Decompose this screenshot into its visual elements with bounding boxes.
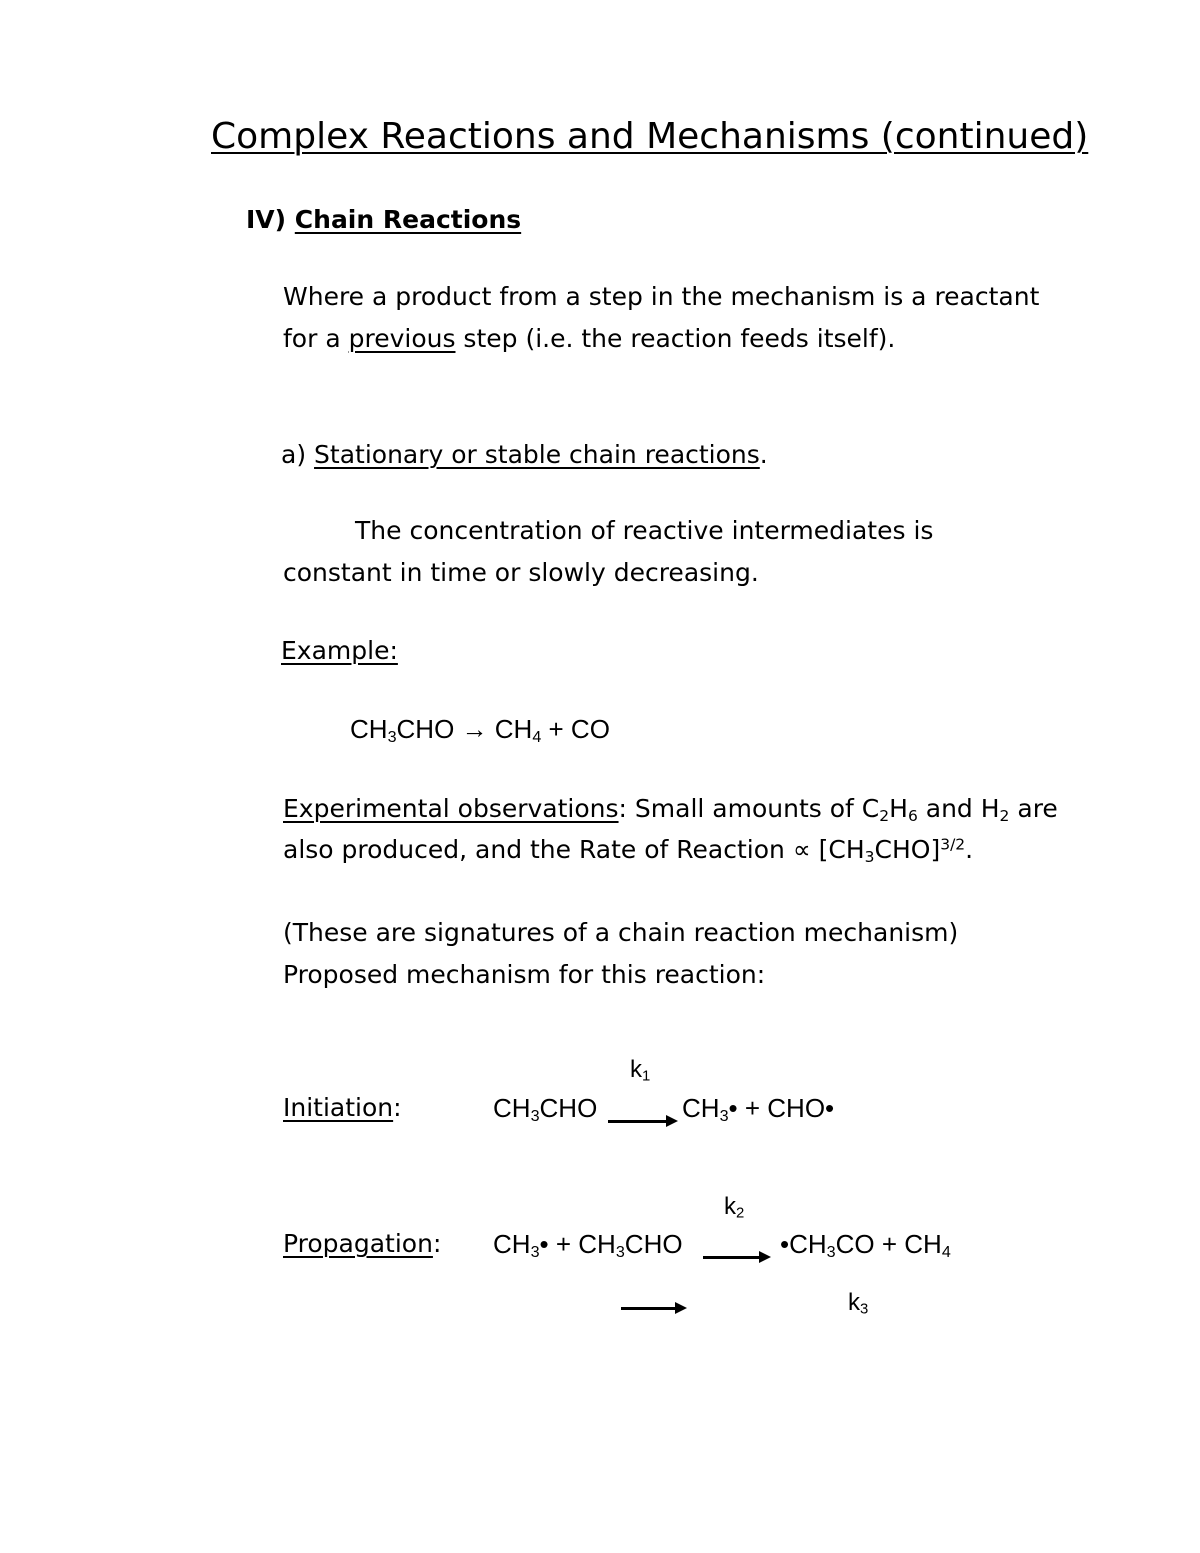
prop-rhs-sub2: 4 xyxy=(941,1243,951,1262)
example-label: Example: xyxy=(281,636,398,665)
product-sub: 4 xyxy=(532,728,542,747)
subsection-title: Stationary or stable chain reactions xyxy=(314,440,760,469)
section-title: Chain Reactions xyxy=(294,205,522,234)
propagation-reactants xyxy=(493,1229,683,1262)
observations-text-c: and H xyxy=(917,794,1000,823)
init-lhs-sub: 3 xyxy=(530,1107,540,1126)
init-rhs-sub: 3 xyxy=(719,1107,729,1126)
subsection-period: . xyxy=(759,440,768,469)
observations-line-2 xyxy=(283,835,973,865)
propagation-label-text: Propagation xyxy=(283,1229,433,1258)
description-line-1: The concentration of reactive intermediates is xyxy=(355,516,934,545)
prop-lhs-a: CH xyxy=(493,1229,531,1259)
initiation-rate-constant xyxy=(630,1056,650,1084)
description-line-2: constant in time or slowly decreasing. xyxy=(283,558,759,587)
observations-text-d: are xyxy=(1009,794,1058,823)
observations-text-b: H xyxy=(889,794,908,823)
reaction-arrow: → xyxy=(454,714,495,744)
reactant-sub: 3 xyxy=(387,728,397,747)
overall-reaction xyxy=(350,714,610,747)
propagation-arrow-line xyxy=(703,1256,761,1259)
k-letter: k xyxy=(848,1289,860,1316)
proposed-mechanism: Proposed mechanism for this reaction: xyxy=(283,960,766,989)
exponent: 3/2 xyxy=(940,835,966,854)
prop-lhs-c: CHO xyxy=(624,1229,683,1259)
k-letter: k xyxy=(724,1193,736,1220)
step3-arrow-line xyxy=(621,1307,677,1310)
k-sub: 1 xyxy=(642,1068,651,1085)
observations-text-f: CHO] xyxy=(874,835,941,864)
sub-h6: 6 xyxy=(907,806,918,825)
step3-arrow-head xyxy=(675,1302,687,1314)
k-sub: 3 xyxy=(860,1301,869,1318)
subsection-a-heading xyxy=(281,440,768,470)
product-co: + CO xyxy=(541,714,610,744)
definition-text: for a xyxy=(283,324,349,353)
initiation-product xyxy=(682,1093,835,1126)
prop-lhs-sub1: 3 xyxy=(530,1243,540,1262)
initiation-colon: : xyxy=(393,1093,402,1122)
definition-emphasis: previous xyxy=(348,324,456,353)
page-title: Complex Reactions and Mechanisms (continued) xyxy=(211,116,1089,157)
observations-colon: : xyxy=(618,794,627,823)
observations-text-e: also produced, and the Rate of Reaction ∝ [CH xyxy=(283,835,865,864)
observations-label: Experimental observations xyxy=(283,794,619,823)
observations-text-a: Small amounts of C xyxy=(626,794,880,823)
subsection-label: a) xyxy=(281,440,315,469)
init-rhs-a: CH xyxy=(682,1093,720,1123)
init-rhs-b: • + CHO• xyxy=(728,1093,835,1123)
section-heading xyxy=(246,205,521,235)
sub-3: 3 xyxy=(864,847,875,866)
step3-rate-constant xyxy=(848,1289,868,1317)
definition-line-2 xyxy=(283,324,895,354)
prop-rhs-b: CO + CH xyxy=(835,1229,942,1259)
reactant-cho: CHO xyxy=(396,714,455,744)
init-lhs-a: CH xyxy=(493,1093,531,1123)
reactant-ch: CH xyxy=(350,714,388,744)
propagation-label xyxy=(283,1229,441,1259)
initiation-arrow-line xyxy=(608,1120,668,1123)
definition-text-end: step (i.e. the reaction feeds itself). xyxy=(455,324,896,353)
sub-c2: 2 xyxy=(879,806,890,825)
initiation-arrow-head xyxy=(666,1115,678,1127)
propagation-colon: : xyxy=(432,1229,442,1258)
prop-lhs-b: • + CH xyxy=(539,1229,616,1259)
section-number: IV) xyxy=(246,205,287,234)
k-letter: k xyxy=(630,1056,642,1083)
product-ch: CH xyxy=(494,714,533,744)
prop-lhs-sub2: 3 xyxy=(615,1243,625,1262)
prop-rhs-a: •CH xyxy=(780,1229,827,1259)
propagation-rate-constant xyxy=(724,1193,744,1221)
observations-line-1 xyxy=(283,794,1058,824)
propagation-arrow-head xyxy=(759,1251,771,1263)
initiation-reactant xyxy=(493,1093,598,1126)
initiation-label xyxy=(283,1093,402,1123)
definition-line-1: Where a product from a step in the mechanism is a reactant xyxy=(283,282,1040,311)
observations-period: . xyxy=(965,835,974,864)
k-sub: 2 xyxy=(736,1205,745,1222)
propagation-products xyxy=(780,1229,951,1262)
sub-h2: 2 xyxy=(999,806,1010,825)
signature-note: (These are signatures of a chain reaction mechanism) xyxy=(283,918,959,947)
initiation-label-text: Initiation xyxy=(283,1093,394,1122)
init-lhs-b: CHO xyxy=(539,1093,598,1123)
prop-rhs-sub1: 3 xyxy=(826,1243,836,1262)
